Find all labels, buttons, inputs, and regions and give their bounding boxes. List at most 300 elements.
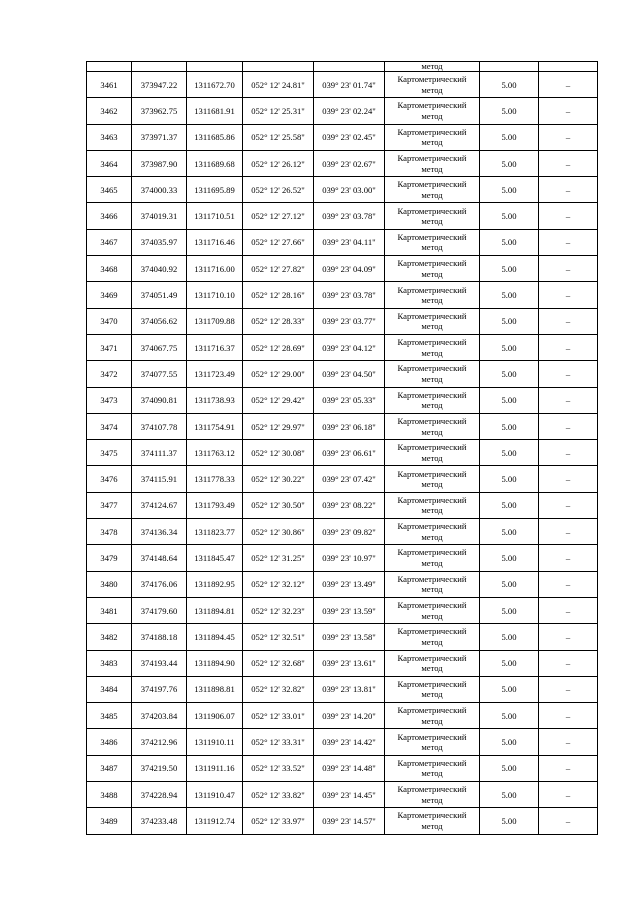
cell-accuracy: 5.00: [480, 361, 539, 387]
cell-note: –: [539, 282, 598, 308]
cell-method: [385, 229, 480, 255]
cell-y: 1311685.86: [187, 124, 243, 150]
cell-accuracy: 5.00: [480, 755, 539, 781]
cell-longitude: 039° 23' 04.09": [314, 256, 385, 282]
cell-accuracy: 5.00: [480, 203, 539, 229]
cell-latitude: 052° 12' 30.86": [243, 519, 314, 545]
table-row: [87, 545, 598, 571]
table-row: [87, 466, 598, 492]
coordinates-table: [86, 61, 598, 835]
cell-latitude: 052° 12' 25.58": [243, 124, 314, 150]
cell-method: [385, 177, 480, 203]
cell-method: [385, 440, 480, 466]
cell-accuracy: 5.00: [480, 808, 539, 834]
cell-latitude: 052° 12' 26.12": [243, 150, 314, 176]
cell-note: –: [539, 650, 598, 676]
cell-longitude: 039° 23' 02.24": [314, 98, 385, 124]
method-line-1: Картометрический: [397, 205, 467, 216]
cell-note: –: [539, 308, 598, 334]
cell-note: –: [539, 387, 598, 413]
method-line-2: метод: [421, 794, 443, 805]
method-line-1: Картометрический: [397, 442, 467, 453]
cell-method: [385, 361, 480, 387]
cell-longitude: 039° 23' 06.61": [314, 440, 385, 466]
method-line-1: Картометрический: [397, 810, 467, 821]
cell-x: 374111.37: [132, 440, 187, 466]
method-line-1: Картометрический: [397, 389, 467, 400]
cell-accuracy: 5.00: [480, 256, 539, 282]
cell-method: [385, 545, 480, 571]
method-line-1: Картометрический: [397, 757, 467, 768]
cell-longitude: 039° 23' 01.74": [314, 72, 385, 98]
method-line-2: метод: [421, 216, 443, 227]
cell-note: –: [539, 755, 598, 781]
table-row: [87, 124, 598, 150]
method-line-1: Картометрический: [397, 100, 467, 111]
cell-x: 374000.33: [132, 177, 187, 203]
method-line-2: метод: [421, 636, 443, 647]
method-line-2: метод: [421, 110, 443, 121]
table-row: [87, 703, 598, 729]
cell-x: 374035.97: [132, 229, 187, 255]
cell-accuracy: 5.00: [480, 782, 539, 808]
cell-note: –: [539, 729, 598, 755]
cell-latitude: 052° 12' 30.50": [243, 492, 314, 518]
cell-accuracy: 5.00: [480, 229, 539, 255]
cell-point-number: 3483: [87, 650, 132, 676]
cell-latitude: 052° 12' 28.69": [243, 334, 314, 360]
table-row: [87, 571, 598, 597]
method-line-1: Картометрический: [397, 573, 467, 584]
cell-point-number: 3468: [87, 256, 132, 282]
cell-method: [385, 98, 480, 124]
cell-x: 374203.84: [132, 703, 187, 729]
cell-longitude: 039° 23' 13.81": [314, 676, 385, 702]
cell-point-number: 3475: [87, 440, 132, 466]
cell-method: [385, 282, 480, 308]
method-line-2: метод: [421, 557, 443, 568]
cell-method: [385, 413, 480, 439]
cell-y: 1311912.74: [187, 808, 243, 834]
table-row: [87, 72, 598, 98]
method-line-2: метод: [421, 742, 443, 753]
cell-method: [385, 755, 480, 781]
method-line-2: метод: [421, 189, 443, 200]
cell-y: 1311910.11: [187, 729, 243, 755]
table-row: [87, 782, 598, 808]
table-row: [87, 150, 598, 176]
table-body: [87, 62, 598, 835]
method-line-1: Картометрический: [397, 600, 467, 611]
method-line-2: метод: [421, 426, 443, 437]
cell-longitude: 039° 23' 08.22": [314, 492, 385, 518]
table-row: [87, 334, 598, 360]
cell-point-number: 3484: [87, 676, 132, 702]
cell-x: 374077.55: [132, 361, 187, 387]
cell-longitude: 039° 23' 14.48": [314, 755, 385, 781]
cell-latitude: 052° 12' 28.33": [243, 308, 314, 334]
cell-empty: [480, 62, 539, 72]
cell-accuracy: 5.00: [480, 676, 539, 702]
cell-latitude: 052° 12' 29.00": [243, 361, 314, 387]
cell-longitude: 039° 23' 14.42": [314, 729, 385, 755]
table-row: [87, 676, 598, 702]
method-line-1: Картометрический: [397, 153, 467, 164]
cell-latitude: 052° 12' 29.42": [243, 387, 314, 413]
method-line-2: метод: [421, 584, 443, 595]
cell-longitude: 039° 23' 04.12": [314, 334, 385, 360]
cell-note: –: [539, 571, 598, 597]
method-line-1: Картометрический: [397, 652, 467, 663]
cell-y: 1311710.51: [187, 203, 243, 229]
cell-point-number: 3461: [87, 72, 132, 98]
cell-accuracy: 5.00: [480, 98, 539, 124]
cell-accuracy: 5.00: [480, 650, 539, 676]
cell-point-number: 3464: [87, 150, 132, 176]
table-row: [87, 98, 598, 124]
table-row: [87, 387, 598, 413]
cell-y: 1311906.07: [187, 703, 243, 729]
cell-latitude: 052° 12' 33.01": [243, 703, 314, 729]
cell-note: –: [539, 466, 598, 492]
method-line-1: Картометрический: [397, 126, 467, 137]
cell-method: [385, 808, 480, 834]
cell-x: 374219.50: [132, 755, 187, 781]
cell-accuracy: 5.00: [480, 308, 539, 334]
cell-note: –: [539, 624, 598, 650]
cell-point-number: 3488: [87, 782, 132, 808]
cell-x: 374115.91: [132, 466, 187, 492]
cell-accuracy: 5.00: [480, 703, 539, 729]
cell-x: 374197.76: [132, 676, 187, 702]
cell-point-number: 3473: [87, 387, 132, 413]
cell-latitude: 052° 12' 32.82": [243, 676, 314, 702]
cell-x: 374051.49: [132, 282, 187, 308]
cell-accuracy: 5.00: [480, 545, 539, 571]
cell-method: [385, 624, 480, 650]
cell-longitude: 039° 23' 13.49": [314, 571, 385, 597]
cell-x: 373987.90: [132, 150, 187, 176]
method-line-1: Картометрический: [397, 416, 467, 426]
cell-x: 373962.75: [132, 98, 187, 124]
cell-longitude: 039° 23' 09.82": [314, 519, 385, 545]
cell-note: –: [539, 334, 598, 360]
cell-note: –: [539, 72, 598, 98]
cell-latitude: 052° 12' 27.66": [243, 229, 314, 255]
cell-method: [385, 492, 480, 518]
method-line-1: Картометрический: [397, 547, 467, 558]
cell-accuracy: 5.00: [480, 334, 539, 360]
method-line-2: метод: [421, 531, 443, 542]
table-row: [87, 729, 598, 755]
cell-x: 374019.31: [132, 203, 187, 229]
cell-point-number: 3487: [87, 755, 132, 781]
cell-method: [385, 571, 480, 597]
cell-longitude: 039° 23' 14.20": [314, 703, 385, 729]
cell-x: 374136.34: [132, 519, 187, 545]
cell-method: [385, 729, 480, 755]
cell-note: –: [539, 440, 598, 466]
cell-method: [385, 150, 480, 176]
cell-note: –: [539, 98, 598, 124]
cell-y: 1311710.10: [187, 282, 243, 308]
cell-empty: [187, 62, 243, 72]
cell-x: 374107.78: [132, 413, 187, 439]
cell-point-number: 3463: [87, 124, 132, 150]
cell-y: 1311681.91: [187, 98, 243, 124]
cell-latitude: 052° 12' 30.08": [243, 440, 314, 466]
cell-y: 1311894.45: [187, 624, 243, 650]
cell-method: [385, 72, 480, 98]
cell-latitude: 052° 12' 28.16": [243, 282, 314, 308]
cell-method: [385, 466, 480, 492]
method-line-1: Картометрический: [397, 284, 467, 295]
cell-note: –: [539, 124, 598, 150]
cell-point-number: 3469: [87, 282, 132, 308]
cell-y: 1311845.47: [187, 545, 243, 571]
cell-y: 1311695.89: [187, 177, 243, 203]
table-row: [87, 282, 598, 308]
method-line-1: Картометрический: [397, 784, 467, 795]
cell-point-number: 3479: [87, 545, 132, 571]
method-line-2: метод: [421, 321, 443, 332]
cell-method: [385, 334, 480, 360]
cell-accuracy: 5.00: [480, 413, 539, 439]
method-line-2: метод: [421, 347, 443, 358]
cell-note: –: [539, 256, 598, 282]
cell-accuracy: 5.00: [480, 519, 539, 545]
method-line-1: Картометрический: [397, 626, 467, 637]
cell-longitude: 039° 23' 02.45": [314, 124, 385, 150]
method-line-1: Картометрический: [397, 337, 467, 348]
cell-accuracy: 5.00: [480, 729, 539, 755]
method-line-1: Картометрический: [397, 179, 467, 190]
cell-x: 374212.96: [132, 729, 187, 755]
cell-longitude: 039° 23' 03.78": [314, 203, 385, 229]
method-line-1: Картометрический: [397, 521, 467, 532]
cell-point-number: 3486: [87, 729, 132, 755]
cell-latitude: 052° 12' 24.81": [243, 72, 314, 98]
cell-latitude: 052° 12' 25.31": [243, 98, 314, 124]
cell-note: –: [539, 203, 598, 229]
cell-x: 374233.48: [132, 808, 187, 834]
cell-latitude: 052° 12' 33.97": [243, 808, 314, 834]
cell-y: 1311716.37: [187, 334, 243, 360]
method-line-2: метод: [421, 663, 443, 674]
cell-x: 374056.62: [132, 308, 187, 334]
cell-method: [385, 703, 480, 729]
cell-y: 1311911.16: [187, 755, 243, 781]
cell-y: 1311723.49: [187, 361, 243, 387]
cell-x: 374040.92: [132, 256, 187, 282]
cell-y: 1311894.81: [187, 597, 243, 623]
cell-longitude: 039° 23' 13.58": [314, 624, 385, 650]
cell-accuracy: 5.00: [480, 597, 539, 623]
table-row: [87, 519, 598, 545]
cell-empty: [132, 62, 187, 72]
cell-point-number: 3489: [87, 808, 132, 834]
cell-longitude: 039° 23' 06.18": [314, 413, 385, 439]
cell-accuracy: 5.00: [480, 624, 539, 650]
cell-y: 1311793.49: [187, 492, 243, 518]
cell-note: –: [539, 177, 598, 203]
cell-y: 1311823.77: [187, 519, 243, 545]
method-line-1: Картометрический: [397, 363, 467, 374]
table-row: [87, 492, 598, 518]
method-line-2: метод: [421, 242, 443, 253]
cell-note: –: [539, 782, 598, 808]
cell-latitude: 052° 12' 27.82": [243, 256, 314, 282]
cell-longitude: 039° 23' 04.11": [314, 229, 385, 255]
cell-latitude: 052° 12' 29.97": [243, 413, 314, 439]
method-line-2: метод: [421, 163, 443, 174]
cell-longitude: 039° 23' 03.77": [314, 308, 385, 334]
cell-method-partial: метод: [385, 62, 480, 72]
cell-x: 374188.18: [132, 624, 187, 650]
table-row: [87, 808, 598, 834]
cell-latitude: 052° 12' 33.52": [243, 755, 314, 781]
cell-y: 1311689.68: [187, 150, 243, 176]
table-row: [87, 229, 598, 255]
table-row: [87, 597, 598, 623]
cell-y: 1311910.47: [187, 782, 243, 808]
table-row: [87, 650, 598, 676]
cell-longitude: 039° 23' 04.50": [314, 361, 385, 387]
cell-accuracy: 5.00: [480, 177, 539, 203]
cell-accuracy: 5.00: [480, 150, 539, 176]
method-line-1: Картометрический: [397, 731, 467, 742]
cell-latitude: 052° 12' 31.25": [243, 545, 314, 571]
cell-x: 373947.22: [132, 72, 187, 98]
method-line-2: метод: [421, 295, 443, 306]
cell-longitude: 039° 23' 02.67": [314, 150, 385, 176]
cell-x: 374067.75: [132, 334, 187, 360]
cell-y: 1311716.00: [187, 256, 243, 282]
cell-note: –: [539, 808, 598, 834]
cell-accuracy: 5.00: [480, 466, 539, 492]
cell-point-number: 3462: [87, 98, 132, 124]
table-row: [87, 256, 598, 282]
cell-x: 374090.81: [132, 387, 187, 413]
cell-latitude: 052° 12' 33.31": [243, 729, 314, 755]
cell-method: [385, 387, 480, 413]
method-line-2: метод: [421, 479, 443, 490]
method-line-1: Картометрический: [397, 678, 467, 689]
cell-empty: [539, 62, 598, 72]
cell-method: [385, 676, 480, 702]
method-line-1: Картометрический: [397, 74, 467, 85]
cell-note: –: [539, 492, 598, 518]
table-row: [87, 755, 598, 781]
cell-method: [385, 597, 480, 623]
table-row: [87, 361, 598, 387]
cell-latitude: 052° 12' 27.12": [243, 203, 314, 229]
cell-longitude: 039° 23' 05.33": [314, 387, 385, 413]
cell-point-number: 3470: [87, 308, 132, 334]
table-row: [87, 624, 598, 650]
cell-y: 1311672.70: [187, 72, 243, 98]
table-row: [87, 308, 598, 334]
cell-accuracy: 5.00: [480, 72, 539, 98]
cell-x: 373971.37: [132, 124, 187, 150]
cell-method: [385, 650, 480, 676]
cell-note: –: [539, 703, 598, 729]
method-line-2: метод: [421, 715, 443, 726]
method-line-2: метод: [421, 505, 443, 516]
cell-latitude: 052° 12' 33.82": [243, 782, 314, 808]
method-line-1: Картометрический: [397, 494, 467, 505]
cell-empty: [243, 62, 314, 72]
cell-method: [385, 124, 480, 150]
method-line-2: метод: [421, 373, 443, 384]
cell-point-number: 3471: [87, 334, 132, 360]
cell-method: [385, 519, 480, 545]
cell-point-number: 3480: [87, 571, 132, 597]
cell-longitude: 039° 23' 14.57": [314, 808, 385, 834]
cell-longitude: 039° 23' 10.97": [314, 545, 385, 571]
table-row: [87, 177, 598, 203]
cell-latitude: 052° 12' 32.23": [243, 597, 314, 623]
cell-x: 374179.60: [132, 597, 187, 623]
cell-y: 1311738.93: [187, 387, 243, 413]
cell-x: 374193.44: [132, 650, 187, 676]
cell-note: –: [539, 229, 598, 255]
cell-longitude: 039° 23' 14.45": [314, 782, 385, 808]
cell-point-number: 3472: [87, 361, 132, 387]
method-line-1: Картометрический: [397, 231, 467, 242]
cell-note: –: [539, 361, 598, 387]
cell-point-number: 3478: [87, 519, 132, 545]
cell-empty: [314, 62, 385, 72]
cell-point-number: 3482: [87, 624, 132, 650]
cell-note: –: [539, 519, 598, 545]
method-line-2: метод: [421, 268, 443, 279]
cell-x: 374228.94: [132, 782, 187, 808]
cell-y: 1311763.12: [187, 440, 243, 466]
cell-y: 1311716.46: [187, 229, 243, 255]
cell-longitude: 039° 23' 13.61": [314, 650, 385, 676]
table-row: [87, 440, 598, 466]
method-line-2: метод: [421, 768, 443, 779]
cell-latitude: 052° 12' 30.22": [243, 466, 314, 492]
cell-point-number: 3481: [87, 597, 132, 623]
cell-note: –: [539, 150, 598, 176]
cell-point-number: 3466: [87, 203, 132, 229]
cell-note: –: [539, 545, 598, 571]
cell-x: 374148.64: [132, 545, 187, 571]
cell-longitude: 039° 23' 03.00": [314, 177, 385, 203]
table-row-partial: [87, 62, 598, 72]
cell-method: [385, 203, 480, 229]
cell-method: [385, 782, 480, 808]
cell-note: –: [539, 597, 598, 623]
table-row: [87, 203, 598, 229]
cell-point-number: 3467: [87, 229, 132, 255]
cell-accuracy: 5.00: [480, 571, 539, 597]
cell-method: [385, 308, 480, 334]
cell-point-number: 3476: [87, 466, 132, 492]
cell-longitude: 039° 23' 03.78": [314, 282, 385, 308]
cell-latitude: 052° 12' 32.51": [243, 624, 314, 650]
table-row: [87, 413, 598, 439]
cell-note: –: [539, 413, 598, 439]
method-line-2: метод: [421, 400, 443, 411]
cell-y: 1311754.91: [187, 413, 243, 439]
cell-y: 1311898.81: [187, 676, 243, 702]
cell-x: 374176.06: [132, 571, 187, 597]
method-line-2: метод: [421, 820, 443, 831]
cell-accuracy: 5.00: [480, 492, 539, 518]
